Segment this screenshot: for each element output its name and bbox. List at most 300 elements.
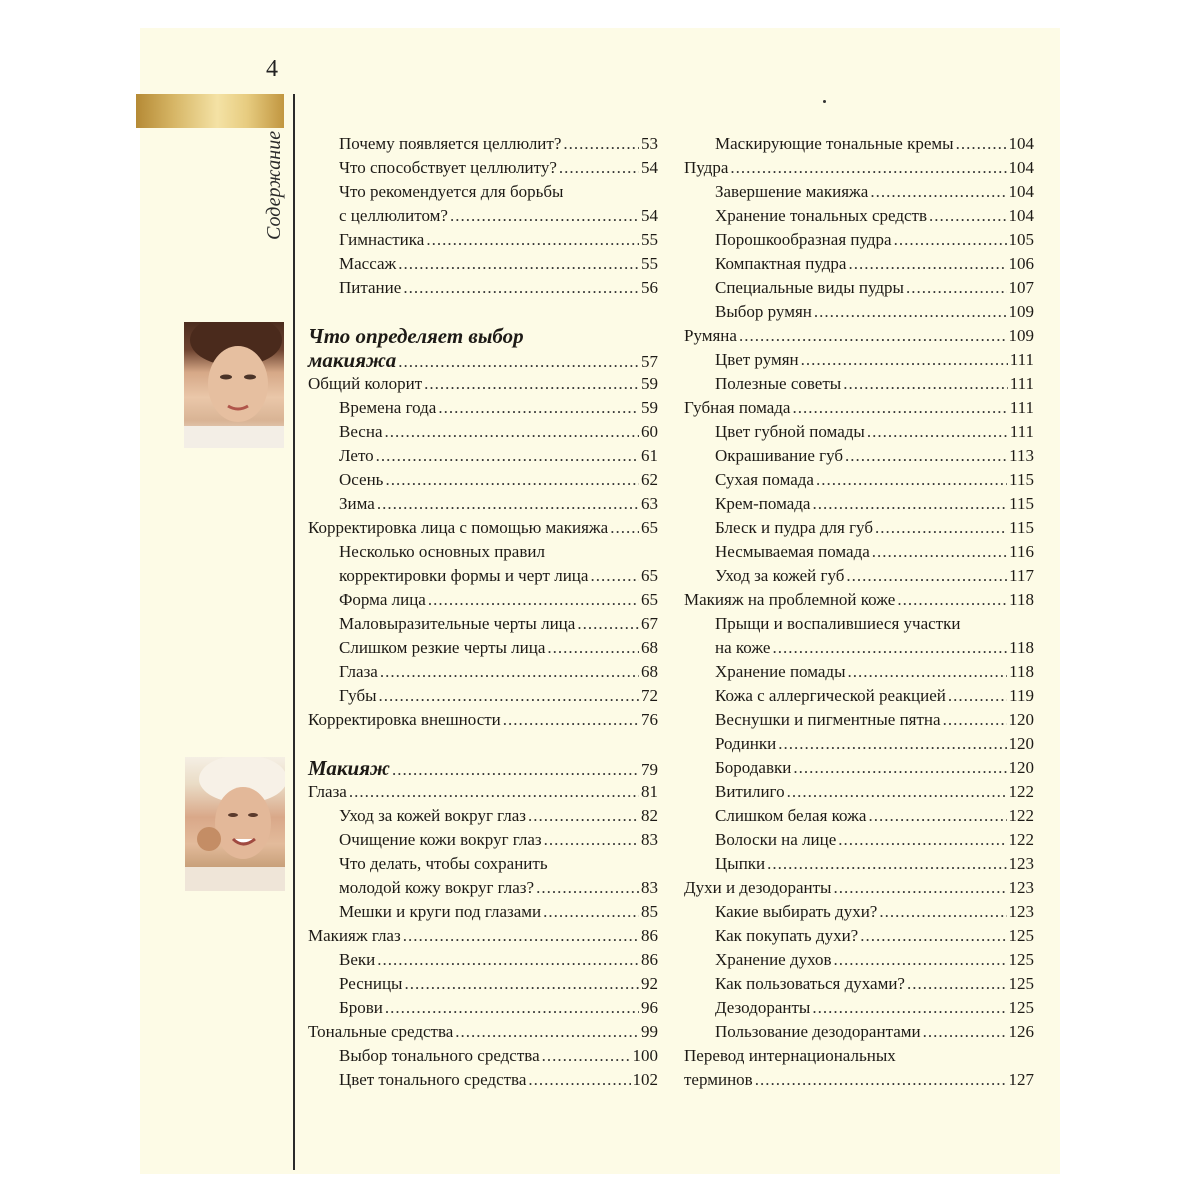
photo-woman-towel — [185, 757, 285, 891]
toc-entry[interactable] — [308, 780, 658, 804]
toc-entry-title: Пользование дезодорантами — [715, 1022, 921, 1041]
toc-entry-title: Хранение помады — [715, 662, 846, 681]
dot-leader — [577, 612, 639, 636]
toc-page-number: 65 — [641, 590, 658, 609]
toc-entry[interactable] — [308, 900, 658, 924]
toc-entry-title: Витилиго — [715, 782, 785, 801]
toc-page-number: 116 — [1009, 542, 1034, 561]
dot-leader — [867, 420, 1008, 444]
toc-page-number: 123 — [1008, 854, 1034, 873]
toc-entry-title: Лето — [339, 446, 374, 465]
toc-entry-title: Массаж — [339, 254, 397, 273]
toc-entry-title: на коже — [715, 638, 771, 657]
toc-entry[interactable] — [684, 204, 1034, 228]
dot-leader — [801, 348, 1008, 372]
toc-entry-title: Макияж на проблемной коже — [684, 590, 896, 609]
toc-entry-title: Цыпки — [715, 854, 766, 873]
toc-entry-title: Компактная пудра — [715, 254, 847, 273]
toc-entry-title: Весна — [339, 422, 383, 441]
toc-entry-title-line1: Что делать, чтобы сохранить — [339, 854, 548, 873]
toc-page-number: 86 — [641, 950, 658, 969]
toc-page-number: 111 — [1009, 398, 1034, 417]
toc-entry-title: Маскирующие тональные кремы — [715, 134, 954, 153]
toc-entry[interactable] — [684, 348, 1034, 372]
toc-entry[interactable] — [684, 132, 1034, 156]
toc-entry[interactable] — [684, 708, 1034, 732]
towel-illustration — [185, 757, 285, 891]
toc-page-number: 81 — [641, 782, 658, 801]
section-gap — [308, 300, 658, 324]
toc-entry-title: макияжа — [308, 348, 397, 372]
dot-leader — [563, 132, 639, 156]
toc-page-number: 79 — [641, 760, 658, 779]
dot-leader — [929, 204, 1007, 228]
toc-page-number: 63 — [641, 494, 658, 513]
dot-leader — [943, 708, 1007, 732]
dot-leader — [894, 228, 1007, 252]
toc-page-number: 54 — [641, 158, 658, 177]
toc-entry[interactable] — [308, 372, 658, 396]
toc-entry-title: Тональные средства — [308, 1022, 454, 1041]
toc-page-number: 83 — [641, 830, 658, 849]
dot-leader — [450, 204, 639, 228]
dot-leader — [385, 996, 639, 1020]
toc-entry[interactable] — [308, 180, 658, 228]
toc-entry-title: Общий колорит — [308, 374, 423, 393]
toc-entry[interactable] — [684, 684, 1034, 708]
toc-entry[interactable] — [684, 852, 1034, 876]
toc-page-number: 115 — [1009, 470, 1034, 489]
print-speck — [823, 100, 826, 103]
toc-entry[interactable] — [308, 396, 658, 420]
toc-page-number: 76 — [641, 710, 658, 729]
toc-page-number: 127 — [1008, 1070, 1034, 1089]
toc-entry[interactable] — [684, 972, 1034, 996]
toc-entry-title: Кожа с аллергической реакцией — [715, 686, 946, 705]
toc-entry[interactable] — [308, 1068, 658, 1092]
dot-leader — [590, 564, 639, 588]
toc-entry-title: Гимнастика — [339, 230, 425, 249]
toc-page-number: 120 — [1008, 734, 1034, 753]
toc-entry[interactable] — [684, 252, 1034, 276]
toc-entry[interactable] — [684, 540, 1034, 564]
dot-leader — [848, 252, 1006, 276]
toc-entry[interactable] — [308, 828, 658, 852]
toc-page-number: 118 — [1009, 662, 1034, 681]
toc-entry-title: Глаза — [308, 782, 347, 801]
toc-entry[interactable] — [684, 324, 1034, 348]
toc-entry[interactable] — [308, 156, 658, 180]
dot-leader — [403, 276, 639, 300]
dot-leader — [792, 396, 1007, 420]
toc-page-number: 65 — [641, 518, 658, 537]
dot-leader — [404, 972, 639, 996]
toc-entry[interactable] — [684, 180, 1034, 204]
dot-leader — [778, 732, 1006, 756]
toc-entry[interactable] — [308, 996, 658, 1020]
dot-leader — [834, 948, 1007, 972]
toc-page-number: 55 — [641, 254, 658, 273]
toc-entry[interactable] — [684, 276, 1034, 300]
toc-entry-title: Очищение кожи вокруг глаз — [339, 830, 542, 849]
toc-entry[interactable] — [684, 420, 1034, 444]
dot-leader — [906, 276, 1007, 300]
dot-leader — [438, 396, 639, 420]
page-number: 4 — [266, 56, 278, 82]
toc-entry-title: Цвет румян — [715, 350, 799, 369]
toc-entry-title-line1: Что рекомендуется для борьбы — [339, 182, 564, 201]
dot-leader — [536, 876, 639, 900]
toc-entry[interactable] — [308, 708, 658, 732]
dot-leader — [838, 828, 1006, 852]
dot-leader — [860, 924, 1006, 948]
toc-entry[interactable] — [308, 252, 658, 276]
toc-page-number: 115 — [1009, 494, 1034, 513]
dot-leader — [376, 444, 639, 468]
dot-leader — [845, 444, 1007, 468]
toc-entry[interactable] — [308, 132, 658, 156]
dot-leader — [772, 636, 1007, 660]
vertical-divider — [293, 94, 295, 1170]
dot-leader — [907, 972, 1007, 996]
toc-page-number: 118 — [1009, 590, 1034, 609]
toc-entry[interactable] — [308, 228, 658, 252]
toc-page-number: 120 — [1008, 710, 1034, 729]
dot-leader — [379, 684, 639, 708]
toc-entry[interactable] — [308, 804, 658, 828]
toc-entry-title: Специальные виды пудры — [715, 278, 904, 297]
toc-page-number: 92 — [641, 974, 658, 993]
dot-leader — [403, 924, 639, 948]
toc-entry[interactable] — [684, 924, 1034, 948]
toc-entry-title: Губная помада — [684, 398, 791, 417]
dot-leader — [392, 758, 639, 782]
toc-entry[interactable] — [684, 468, 1034, 492]
toc-page-number: 67 — [641, 614, 658, 633]
toc-page-number: 56 — [641, 278, 658, 297]
toc-entry[interactable] — [684, 996, 1034, 1020]
toc-page-number: 99 — [641, 1022, 658, 1041]
dot-leader — [812, 492, 1007, 516]
toc-chapter-heading[interactable] — [308, 324, 658, 372]
section-label: Содержание — [263, 130, 285, 240]
toc-page-number: 122 — [1008, 782, 1034, 801]
toc-entry-title: Окрашивание губ — [715, 446, 844, 465]
toc-page-number: 120 — [1008, 758, 1034, 777]
dot-leader — [848, 660, 1008, 684]
toc-entry[interactable] — [684, 156, 1034, 180]
toc-page-number: 105 — [1008, 230, 1034, 249]
toc-entry-title: Форма лица — [339, 590, 426, 609]
toc-entry-title: Цвет тонального средства — [339, 1070, 527, 1089]
toc-entry[interactable] — [684, 228, 1034, 252]
toc-page-number: 109 — [1008, 302, 1034, 321]
toc-entry-title: Хранение тональных средств — [715, 206, 927, 225]
toc-entry-title: Брови — [339, 998, 383, 1017]
toc-page-number: 59 — [641, 398, 658, 417]
toc-entry-title: Блеск и пудра для губ — [715, 518, 873, 537]
toc-entry-title: Как пользоваться духами? — [715, 974, 905, 993]
toc-page-number: 60 — [641, 422, 658, 441]
dot-leader — [528, 1068, 630, 1092]
toc-page-number: 125 — [1008, 998, 1034, 1017]
toc-entry-title: молодой кожу вокруг глаз? — [339, 878, 535, 897]
toc-entry[interactable] — [684, 1044, 1034, 1092]
toc-entry-title: Выбор тонального средства — [339, 1046, 540, 1065]
toc-entry-title: Несмываемая помада — [715, 542, 870, 561]
toc-page-number: 100 — [632, 1046, 658, 1065]
dot-leader — [739, 324, 1007, 348]
toc-entry[interactable] — [684, 900, 1034, 924]
toc-entry-title: Цвет губной помады — [715, 422, 865, 441]
toc-entry[interactable] — [684, 372, 1034, 396]
toc-entry[interactable] — [308, 924, 658, 948]
toc-entry-title: Как покупать духи? — [715, 926, 859, 945]
dot-leader — [385, 468, 639, 492]
dot-leader — [816, 468, 1007, 492]
toc-entry-title: Зима — [339, 494, 375, 513]
toc-entry-title: с целлюлитом? — [339, 206, 448, 225]
dot-leader — [870, 180, 1006, 204]
toc-entry-title: Крем-помада — [715, 494, 811, 513]
toc-entry-title: Хранение духов — [715, 950, 832, 969]
toc-entry-title: Веки — [339, 950, 376, 969]
toc-entry[interactable] — [308, 972, 658, 996]
toc-entry[interactable] — [308, 588, 658, 612]
toc-entry-title-line1: Перевод интернациональных — [684, 1046, 896, 1065]
toc-page-number: 111 — [1009, 422, 1034, 441]
toc-entry[interactable] — [684, 948, 1034, 972]
dot-leader — [948, 684, 1007, 708]
toc-entry-title: Дезодоранты — [715, 998, 811, 1017]
dot-leader — [544, 828, 639, 852]
toc-entry-title: Что способствует целлюлиту? — [339, 158, 557, 177]
dot-leader — [610, 516, 639, 540]
dot-leader — [398, 350, 639, 374]
toc-entry[interactable] — [308, 1044, 658, 1068]
dot-leader — [547, 636, 639, 660]
toc-entry[interactable] — [308, 516, 658, 540]
toc-entry-title: Слишком белая кожа — [715, 806, 867, 825]
toc-page-number: 111 — [1009, 374, 1034, 393]
toc-entry-title: Осень — [339, 470, 384, 489]
toc-page-number: 61 — [641, 446, 658, 465]
dot-leader — [424, 372, 639, 396]
toc-entry[interactable] — [684, 780, 1034, 804]
toc-entry-title: Родинки — [715, 734, 777, 753]
dot-leader — [814, 300, 1007, 324]
toc-entry-title: Корректировка лица с помощью макияжа — [308, 518, 609, 537]
toc-page-number: 68 — [641, 662, 658, 681]
toc-page-number: 57 — [641, 352, 658, 371]
toc-page-number: 113 — [1009, 446, 1034, 465]
dot-leader — [755, 1068, 1007, 1092]
toc-entry[interactable] — [308, 636, 658, 660]
toc-entry[interactable] — [684, 732, 1034, 756]
dot-leader — [812, 996, 1006, 1020]
toc-entry[interactable] — [308, 1020, 658, 1044]
toc-page-number: 106 — [1008, 254, 1034, 273]
toc-page-number: 104 — [1008, 158, 1034, 177]
toc-entry[interactable] — [308, 276, 658, 300]
toc-page-number: 72 — [641, 686, 658, 705]
toc-page-number: 53 — [641, 134, 658, 153]
dot-leader — [377, 492, 639, 516]
toc-entry-title: корректировки формы и черт лица — [339, 566, 589, 585]
toc-entry-title: Маловыразительные черты лица — [339, 614, 576, 633]
toc-entry-title: Макияж глаз — [308, 926, 401, 945]
toc-entry-title: Завершение макияжа — [715, 182, 869, 201]
dot-leader — [868, 804, 1006, 828]
dot-leader — [559, 156, 639, 180]
toc-page-number: 62 — [641, 470, 658, 489]
toc-page-number: 68 — [641, 638, 658, 657]
toc-entry-title: Мешки и круги под глазами — [339, 902, 542, 921]
toc-page-number: 86 — [641, 926, 658, 945]
dot-leader — [787, 780, 1007, 804]
dot-leader — [377, 948, 639, 972]
toc-entry[interactable] — [684, 612, 1034, 660]
toc-entry[interactable] — [684, 444, 1034, 468]
toc-page-number: 111 — [1009, 350, 1034, 369]
toc-page-number: 117 — [1009, 566, 1034, 585]
dot-leader — [349, 780, 639, 804]
toc-page-number: 126 — [1008, 1022, 1034, 1041]
toc-entry[interactable] — [684, 876, 1034, 900]
gold-header-bar — [136, 94, 284, 128]
toc-entry[interactable] — [308, 684, 658, 708]
toc-entry-title: Почему появляется целлюлит? — [339, 134, 562, 153]
toc-page-number: 118 — [1009, 638, 1034, 657]
toc-entry-title: Веснушки и пигментные пятна — [715, 710, 941, 729]
photo-woman-portrait — [184, 322, 284, 448]
toc-column-left — [308, 132, 658, 1092]
toc-entry-title: Сухая помада — [715, 470, 814, 489]
toc-entry[interactable] — [308, 468, 658, 492]
toc-entry[interactable] — [684, 756, 1034, 780]
toc-entry[interactable] — [684, 660, 1034, 684]
toc-entry-title: Губы — [339, 686, 377, 705]
dot-leader — [730, 156, 1006, 180]
toc-entry-title: Волоски на лице — [715, 830, 837, 849]
dot-leader — [528, 804, 639, 828]
toc-entry-title: терминов — [684, 1070, 753, 1089]
dot-leader — [897, 588, 1007, 612]
toc-entry[interactable] — [308, 420, 658, 444]
toc-page-number: 96 — [641, 998, 658, 1017]
toc-entry[interactable] — [308, 612, 658, 636]
toc-entry[interactable] — [684, 396, 1034, 420]
toc-entry-title: Питание — [339, 278, 402, 297]
toc-entry-title: Корректировка внешности — [308, 710, 501, 729]
section-gap — [308, 732, 658, 756]
toc-page-number: 55 — [641, 230, 658, 249]
dot-leader — [380, 660, 639, 684]
toc-entry[interactable] — [684, 564, 1034, 588]
dot-leader — [542, 1044, 631, 1068]
toc-page-number: 125 — [1008, 926, 1034, 945]
dot-leader — [793, 756, 1006, 780]
dot-leader — [879, 900, 1006, 924]
toc-entry[interactable] — [684, 1020, 1034, 1044]
dot-leader — [846, 564, 1007, 588]
toc-entry[interactable] — [684, 516, 1034, 540]
toc-page-number: 83 — [641, 878, 658, 897]
toc-page-number: 104 — [1008, 206, 1034, 225]
toc-column-right — [684, 132, 1034, 1092]
dot-leader — [428, 588, 639, 612]
toc-entry[interactable] — [684, 492, 1034, 516]
toc-entry-title: Глаза — [339, 662, 378, 681]
toc-page-number: 115 — [1009, 518, 1034, 537]
dot-leader — [875, 516, 1007, 540]
toc-entry-title: Пудра — [684, 158, 729, 177]
dot-leader — [543, 900, 639, 924]
toc-entry-title: Макияж — [308, 756, 391, 780]
toc-page-number: 123 — [1008, 902, 1034, 921]
portrait-illustration — [184, 322, 284, 448]
dot-leader — [872, 540, 1007, 564]
toc-entry[interactable] — [308, 492, 658, 516]
toc-page-number: 122 — [1008, 806, 1034, 825]
dot-leader — [956, 132, 1007, 156]
toc-page-number: 59 — [641, 374, 658, 393]
toc-page-number: 125 — [1008, 974, 1034, 993]
toc-page-number: 54 — [641, 206, 658, 225]
toc-page-number: 102 — [632, 1070, 658, 1089]
dot-leader — [833, 876, 1006, 900]
dot-leader — [455, 1020, 639, 1044]
toc-entry-title: Уход за кожей губ — [715, 566, 845, 585]
toc-entry[interactable] — [684, 804, 1034, 828]
toc-entry[interactable] — [308, 660, 658, 684]
toc-entry[interactable] — [308, 852, 658, 900]
toc-entry-title: Ресницы — [339, 974, 403, 993]
toc-entry-title: Духи и дезодоранты — [684, 878, 832, 897]
dot-leader — [385, 420, 640, 444]
toc-page-number: 104 — [1008, 182, 1034, 201]
toc-page-number: 104 — [1008, 134, 1034, 153]
toc-page-number: 65 — [641, 566, 658, 585]
toc-entry-title: Бородавки — [715, 758, 792, 777]
toc-entry[interactable] — [684, 300, 1034, 324]
toc-entry-title: Порошкообразная пудра — [715, 230, 892, 249]
toc-page-number: 82 — [641, 806, 658, 825]
toc-page-number: 85 — [641, 902, 658, 921]
toc-entry-title: Уход за кожей вокруг глаз — [339, 806, 527, 825]
toc-entry-title-line1: Прыщи и воспалившиеся участки — [715, 614, 961, 633]
dot-leader — [843, 372, 1008, 396]
toc-entry-title-line1: Несколько основных правил — [339, 542, 545, 561]
toc-page-number: 119 — [1009, 686, 1034, 705]
toc-page-number: 123 — [1008, 878, 1034, 897]
toc-entry-title: Выбор румян — [715, 302, 812, 321]
toc-entry-title: Румяна — [684, 326, 737, 345]
toc-entry-title: Полезные советы — [715, 374, 842, 393]
toc-page-number: 125 — [1008, 950, 1034, 969]
toc-page-number: 122 — [1008, 830, 1034, 849]
toc-entry[interactable] — [308, 540, 658, 588]
dot-leader — [923, 1020, 1007, 1044]
toc-chapter-heading[interactable] — [308, 756, 658, 780]
toc-entry[interactable] — [684, 828, 1034, 852]
dot-leader — [426, 228, 639, 252]
toc-entry[interactable] — [684, 588, 1034, 612]
toc-entry[interactable] — [308, 948, 658, 972]
toc-page-number: 107 — [1008, 278, 1034, 297]
dot-leader — [503, 708, 639, 732]
toc-entry[interactable] — [308, 444, 658, 468]
